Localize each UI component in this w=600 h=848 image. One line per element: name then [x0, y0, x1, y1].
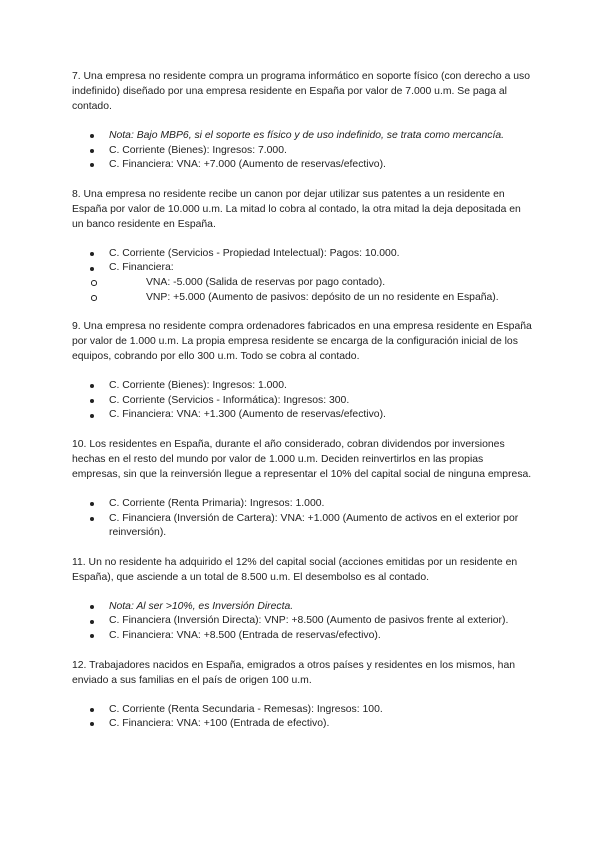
list-item: C. Corriente (Renta Secundaria - Remesas): Ingresos: 100. [72, 703, 532, 718]
bullet-list-12 [72, 703, 532, 732]
list-item: C. Financiera: VNA: +1.300 (Aumento de reservas/efectivo). [72, 408, 532, 423]
sub-bullet-list [72, 276, 532, 305]
bullet-list-7 [72, 129, 532, 173]
list-item: C. Corriente (Servicios - Propiedad Intelectual): Pagos: 10.000. [72, 247, 532, 262]
paragraph-7: 7. Una empresa no residente compra un programa informático en soporte físico (con derecho a uso indefinido) diseñado por una empresa residente en España por valor de 7.000 u.m. Se paga al contado. [72, 71, 531, 112]
bullet-list-9 [72, 379, 532, 423]
paragraph-12: 12. Trabajadores nacidos en España, emigrados a otros países y residentes en los mismos, han enviado a sus familias en el país de origen 100 u.m. [72, 659, 516, 686]
list-item: C. Financiera (Inversión Directa): VNP: +8.500 (Aumento de pasivos frente al exterior). [72, 614, 532, 629]
bullet-list-11 [72, 600, 532, 644]
bullet-list-8 [72, 247, 532, 305]
sub-list-item: VNP: +5.000 (Aumento de pasivos: depósito de un no residente en España). [72, 291, 532, 306]
bullet-list-10 [72, 497, 532, 541]
list-item: C. Corriente (Renta Primaria): Ingresos: 1.000. [72, 497, 532, 512]
list-item: C. Corriente (Bienes): Ingresos: 7.000. [72, 144, 532, 159]
note-item: Nota: Bajo MBP6, si el soporte es físico y de uso indefinido, se trata como mercancía. [72, 129, 532, 144]
list-item: C. Financiera: VNA: +100 (Entrada de efectivo). [72, 717, 532, 732]
list-item-label: C. Financiera: [109, 262, 174, 274]
paragraph-8: 8. Una empresa no residente recibe un canon por dejar utilizar sus patentes a un residente en España por valor de 10.000 u.m. La mitad lo cobra al contado, la otra mitad la deja depositada en un banco residente en España. [72, 188, 521, 230]
note-item: Nota: Al ser >10%, es Inversión Directa. [72, 600, 532, 615]
list-item [72, 261, 532, 305]
list-item: C. Corriente (Bienes): Ingresos: 1.000. [72, 379, 532, 394]
paragraph-9: 9. Una empresa no residente compra ordenadores fabricados en una empresa residente en España por valor de 1.000 u.m. La propia empresa residente se encarga de la configuración inicial de los equipos, cobrando por ello 300 u.m. Todo se cobra al contado. [72, 321, 532, 363]
sub-list-item: VNA: -5.000 (Salida de reservas por pago contado). [72, 276, 532, 291]
document-content [72, 69, 532, 746]
list-item: C. Corriente (Servicios - Informática): Ingresos: 300. [72, 394, 532, 409]
list-item: C. Financiera: VNA: +8.500 (Entrada de reservas/efectivo). [72, 629, 532, 644]
list-item: C. Financiera: VNA: +7.000 (Aumento de reservas/efectivo). [72, 158, 532, 173]
paragraph-11: 11. Un no residente ha adquirido el 12% del capital social (acciones emitidas por un residente en España), que asciende a un total de 8.500 u.m. El desembolso es al contado. [72, 556, 518, 583]
list-item: C. Financiera (Inversión de Cartera): VNA: +1.000 (Aumento de activos en el exterior por reinversión). [72, 512, 532, 541]
paragraph-10: 10. Los residentes en España, durante el año considerado, cobran dividendos por inversiones hechas en el resto del mundo por valor de 1.000 u.m. Deciden reinvertirlos en las propias empresas, sin que la reinversión llegue a representar el 10% del capital social de ninguna empresa. [72, 438, 532, 480]
